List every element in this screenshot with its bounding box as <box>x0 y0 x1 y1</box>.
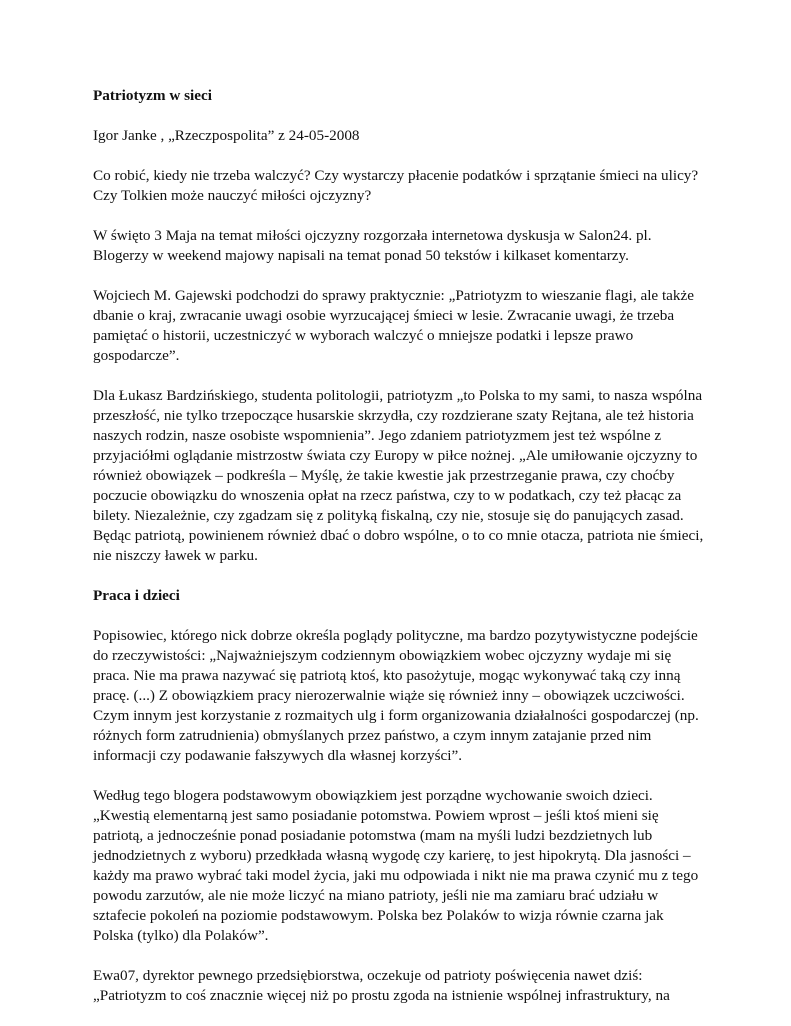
paragraph-intro-3: Wojciech M. Gajewski podchodzi do sprawy praktycznie: „Patriotyzm to wieszanie flagi, ale także dbanie o kraj, zwracanie uwagi osobie wyrzucającej śmieci w lesie. Zwracanie uwagi, że trzeba pamiętać o historii, uczestniczyć w wyborach walczyć o mniejsze podatki i lepsze prawo gospodarcze”. <box>93 287 695 364</box>
document-page <box>93 86 705 1026</box>
paragraph-intro-1: Co robić, kiedy nie trzeba walczyć? Czy wystarczy płacenie podatków i sprzątanie śmieci na ulicy? Czy Tolkien może nauczyć miłości ojczyzny? <box>93 167 699 204</box>
paragraph-section-1: Popisowiec, którego nick dobrze określa poglądy polityczne, ma bardzo pozytywistyczne podejście do rzeczywistości: „Najważniejszym codziennym obowiązkiem wobec ojczyzny wydaje mi się praca. Nie ma prawa nazywać się patriotą ktoś, kto pasożytuje, mogąc wykonywać taką czy inną pracę. (...) Z obowiązkiem pracy nierozerwalnie wiąże się również inny – obowiązek uczciwości. Czym innym jest korzystanie z rozmaitych ulg i form organizowania działalności gospodarczej (np. różnych form zatrudnienia) obmyślanych przez państwo, a czym innym zatajanie przed nim informacji czy podawanie fałszywych dla własnej korzyści”. <box>93 627 699 764</box>
document-title: Patriotyzm w sieci <box>93 87 212 104</box>
section-heading: Praca i dzieci <box>93 587 180 604</box>
paragraph-section-2: Według tego blogera podstawowym obowiązkiem jest porządne wychowanie swoich dzieci. „Kwestią elementarną jest samo posiadanie potomstwa. Powiem wprost – jeśli ktoś mieni się patriotą, a jednocześnie ponad posiadanie potomstwa (mam na myśli ludzi bezdzietnych lub jednodzietnych z wyboru) przedkłada własną wygodę czy karierę, to jest hipokrytą. Dla jasności – każdy ma prawo wybrać taki model życia, jaki mu odpowiada i nikt nie ma prawa czynić mu z tego powodu zarzutów, ale nie może liczyć na miano patrioty, jeśli nie ma zamiaru brać udziału w sztafecie pokoleń na poziomie podstawowym. Polska bez Polaków to wizja równie czarna jak Polska (tylko) dla Polaków”. <box>93 787 699 944</box>
paragraph-intro-2: W święto 3 Maja na temat miłości ojczyzny rozgorzała internetowa dyskusja w Salon24. pl. Blogerzy w weekend majowy napisali na temat ponad 50 tekstów i kilkaset komentarzy. <box>93 227 652 264</box>
paragraph-intro-4: Dla Łukasz Bardzińskiego, studenta politologii, patriotyzm „to Polska to my sami, to nasza wspólna przeszłość, nie tylko trzepoczące husarskie skrzydła, czy rozdzierane szaty Rejtana, ale też historia naszych rodzin, nasze osobiste wspomnienia”. Jego zdaniem patriotyzmem jest też wspólne z przyjaciółmi oglądanie mistrzostw świata czy Europy w piłce nożnej. „Ale umiłowanie ojczyzny to również obowiązek – podkreśla – Myślę, że takie kwestie jak przestrzeganie prawa, czy choćby poczucie obowiązku do wnoszenia opłat na rzecz państwa, czy to w podatkach, czy też płacąc za bilety. Niezależnie, czy zgadzam się z polityką fiskalną, czy nie, stosuje się do panujących zasad. Będąc patriotą, powinienem również dbać o dobro wspólne, o to co mnie otacza, patriota nie śmieci, nie niszczy ławek w parku. <box>93 387 704 564</box>
byline: Igor Janke , „Rzeczpospolita” z 24-05-2008 <box>93 127 360 144</box>
paragraph-section-3: Ewa07, dyrektor pewnego przedsiębiorstwa, oczekuje od patrioty poświęcenia nawet dziś: „Patriotyzm to coś znacznie więcej niż po prostu zgoda na istnienie wspólnej infrastruktury, na <box>93 967 670 1004</box>
